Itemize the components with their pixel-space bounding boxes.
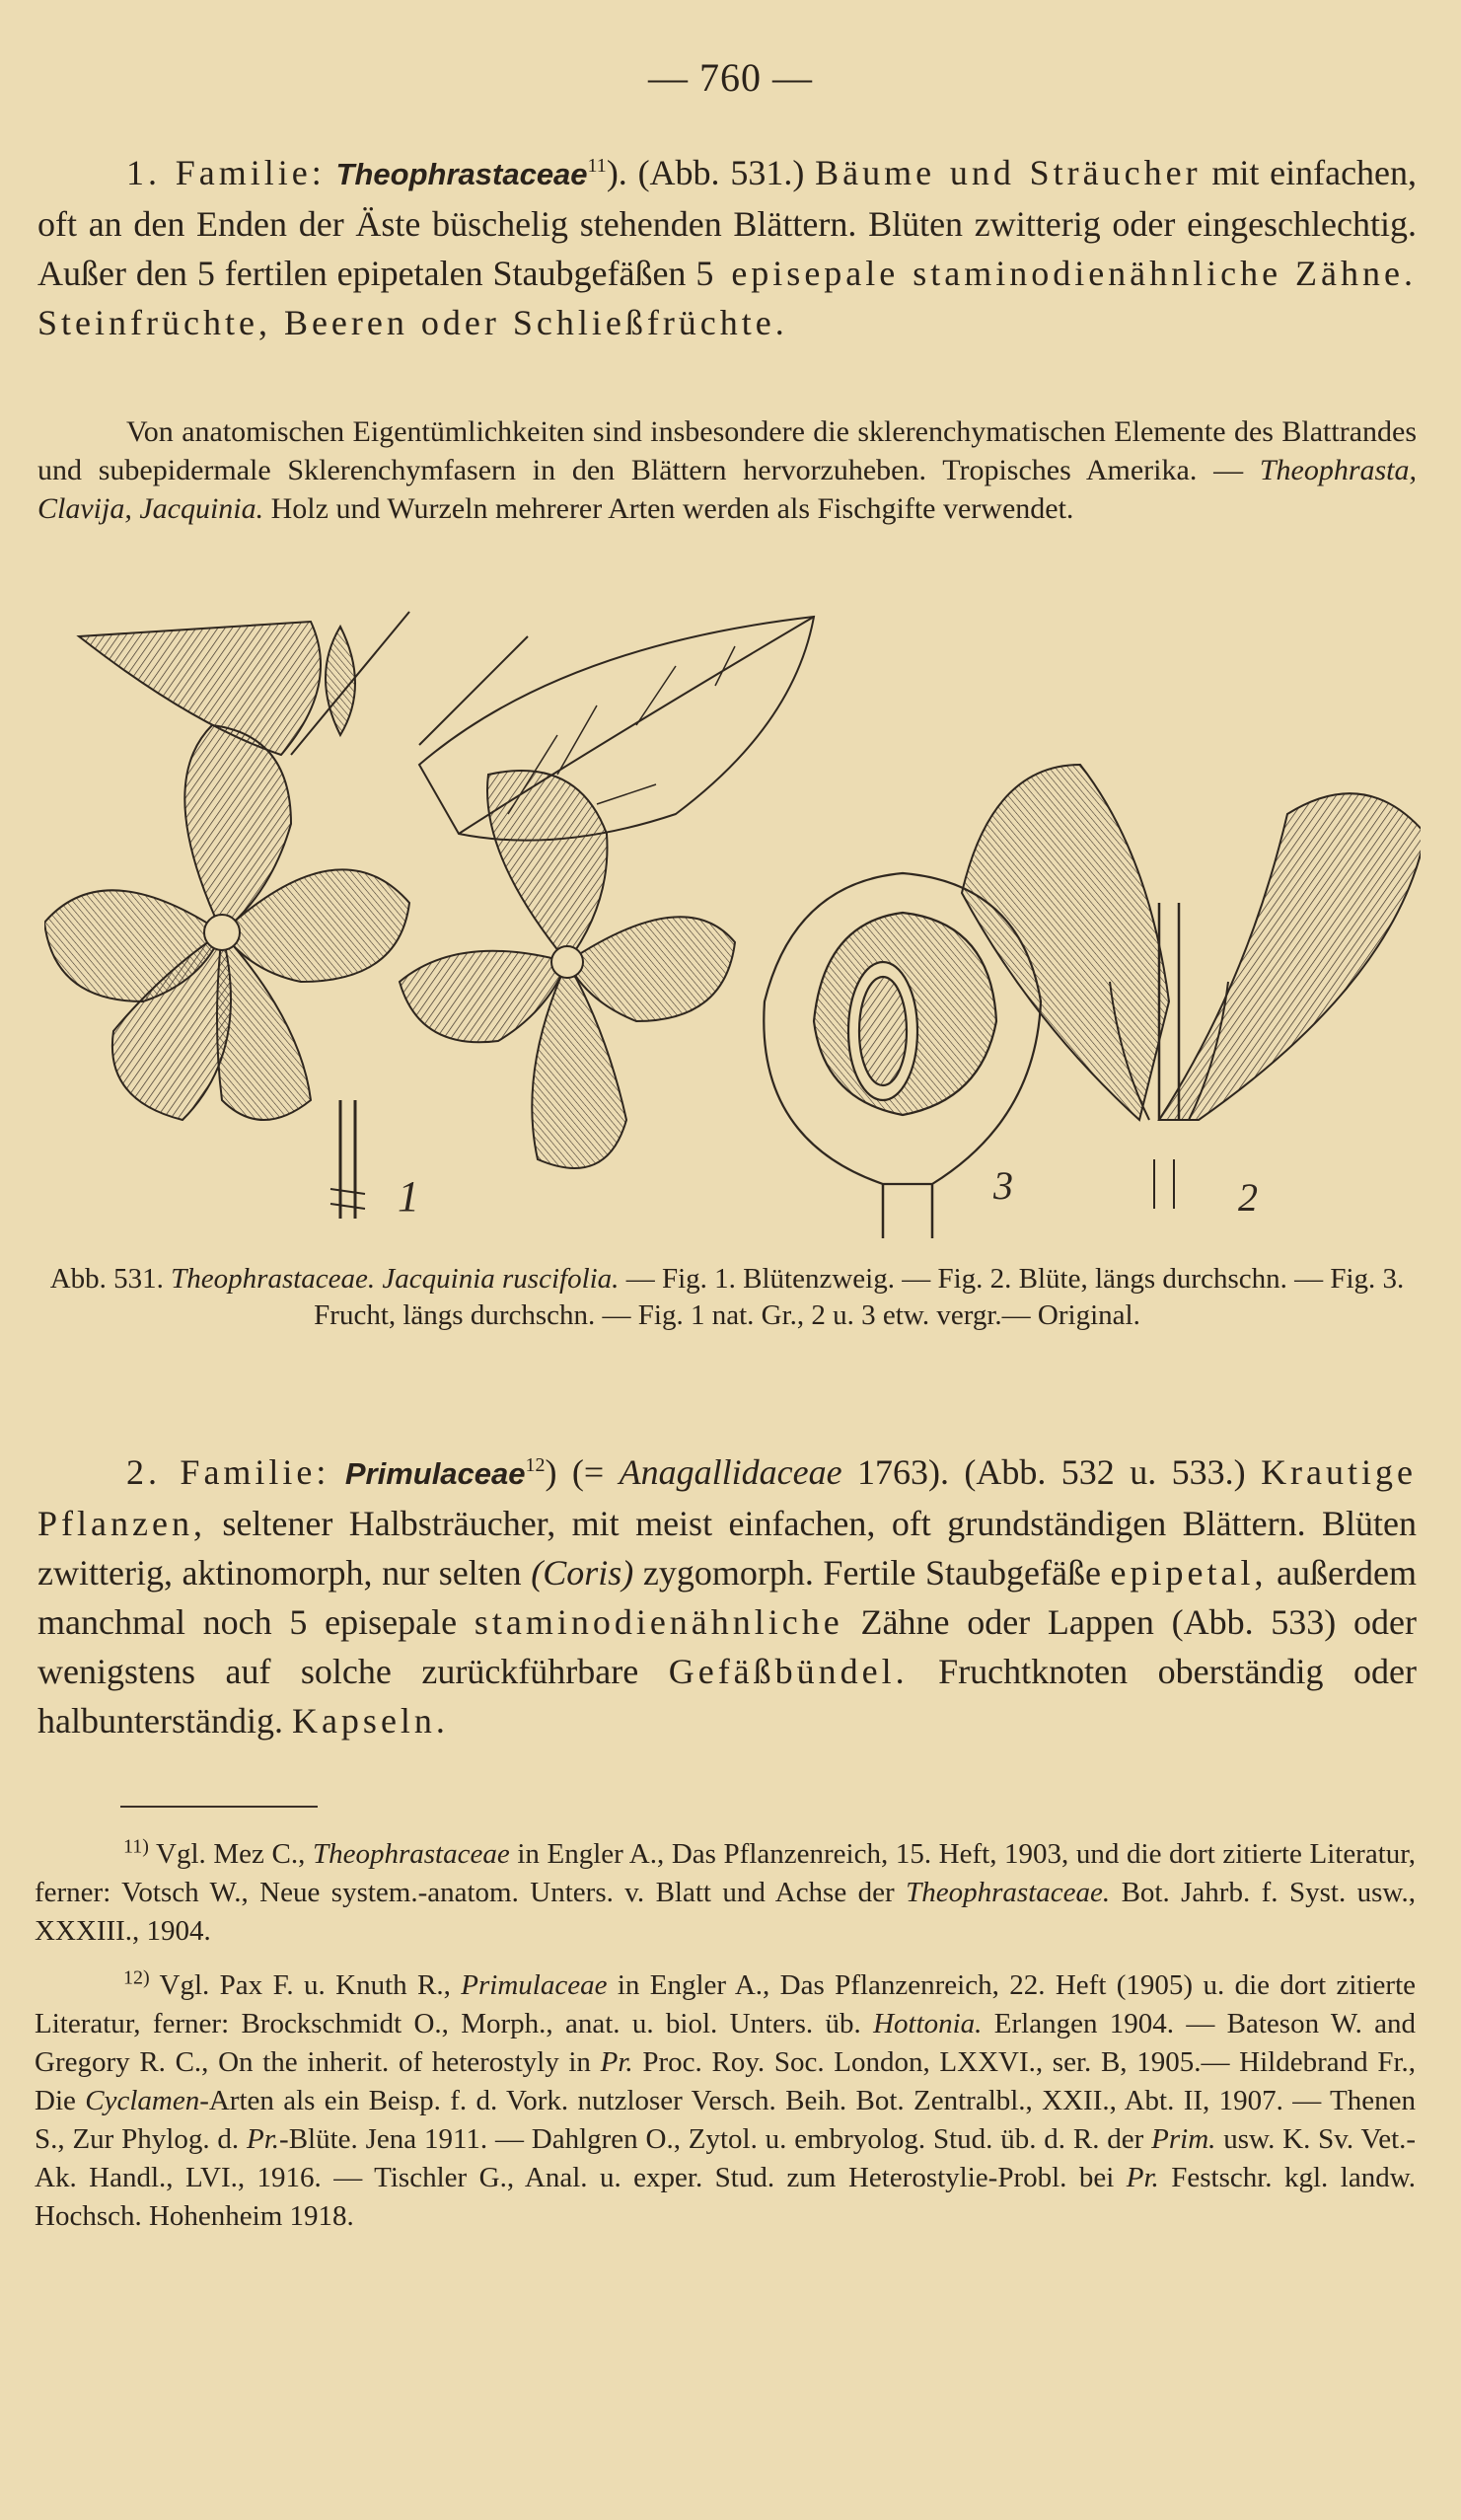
footnote-12-text-f: -Blüte. Jena 1911. — Dahlgren O., Zytol. u. embryolog. Stud. üb. d. R. der (279, 2123, 1144, 2155)
family2-prefix: 2. Familie: (126, 1452, 330, 1492)
family2-text-a: seltener Halbsträucher, mit meist einfachen, oft grundständigen Blättern. Blüten zwitterig, aktinomorph, nur selten (37, 1504, 1418, 1593)
fig1-flowering-branch (44, 612, 814, 1219)
caption-text: — Fig. 1. Blütenzweig. — Fig. 2. Blüte, längs durchschn. — Fig. 3. Frucht, längs durchschn. — Fig. 1 nat. Gr., 2 u. 3 etw. vergr.— Original. (314, 1263, 1405, 1331)
footnote-11-taxon-2: Theophrastaceae. (906, 1877, 1111, 1908)
family1-spaced-a: Bäume und Sträucher (815, 153, 1202, 192)
footnote-11-text-a: Vgl. Mez C., (156, 1838, 306, 1870)
footnote-ref-11[interactable]: 11 (587, 155, 607, 177)
footnote-11-mark: 11) (123, 1835, 149, 1858)
fig1-label: 1 (398, 1172, 419, 1221)
family1-prefix: 1. Familie: (126, 153, 326, 192)
footnote-12-taxon-3: Pr. (600, 2046, 633, 2078)
footnote-12-taxon-5: Pr. (247, 2123, 280, 2155)
family2-spaced-c: staminodienähnliche (474, 1602, 843, 1642)
anatomy-genera: Theophrasta, Clavija, Jacquinia. (37, 454, 1418, 525)
footnote-11-text-b: in Engler A., Das Pflanzenreich, 15. Heft, 1903, und die dort zitierte Literatur, ferner: Votsch W., Neue system.-anatom. Unters. v. Blatt und Achse der (35, 1838, 1417, 1908)
fig1-flower-left (44, 725, 409, 1120)
family2-text-b: zygomorph. Fertile Staubgefäße (642, 1553, 1101, 1593)
anatomy-text-b: Holz und Wurzeln mehrerer Arten werden als Fischgifte verwendet. (270, 492, 1074, 525)
family1-paragraph (37, 148, 1417, 347)
page-number: — 760 — (648, 55, 813, 100)
footnote-12-text-d: Proc. Roy. Soc. London, LXXVI., ser. B, 1905.— Hildebrand Fr., Die (35, 2046, 1416, 2116)
anatomy-paragraph (37, 412, 1417, 528)
family2-coris: (Coris) (531, 1553, 634, 1593)
fig2-flower-section (962, 765, 1421, 1209)
footnote-12-text-c: Erlangen 1904. — Bateson W. and Gregory R. C., On the inherit. of heterostyly in (35, 2008, 1417, 2078)
footnote-12-text-h: Festschr. kgl. landw. Hochsch. Hohenheim 1918. (35, 2162, 1416, 2232)
caption-species: Theophrastaceae. Jacquinia ruscifolia. (171, 1263, 620, 1295)
figure-caption (32, 1261, 1423, 1334)
footnote-12-taxon-4: Cyclamen (85, 2085, 200, 2116)
family2-text-e: Fruchtknoten oberständig oder halbunterständig. (37, 1652, 1418, 1741)
family2-syn-name: Anagallidaceae (619, 1452, 842, 1492)
family1-text-b: mit einfachen, oft an den Enden der Äste büschelig stehenden Blättern. Blüten zwitterig oder eingeschlechtig. Außer den 5 fertilen epipetalen Staubgefäßen (37, 153, 1418, 293)
family1-name: Theophrastaceae (335, 157, 588, 191)
footnote-12 (35, 1966, 1416, 2236)
family2-text-c: außerdem manchmal noch 5 episepale (37, 1553, 1418, 1642)
fig1-flower-right (400, 771, 735, 1168)
footnote-12-mark: 12) (123, 1966, 150, 1989)
family2-spaced-a: Krautige Pflanzen, (37, 1452, 1418, 1543)
family2-spaced-d: Gefäßbündel. (668, 1652, 909, 1691)
footnote-12-taxon-7: Pr. (1126, 2162, 1159, 2193)
footnote-11-text-c: Bot. Jahrb. f. Syst. usw., XXXIII., 1904. (35, 1877, 1416, 1947)
family2-syn-a: ) (= (545, 1452, 605, 1492)
botanical-figure (44, 607, 1421, 1248)
footnote-12-text-g: usw. K. Sv. Vet.-Ak. Handl., LVI., 1916. — Tischler G., Anal. u. exper. Stud. zum Heterostylie-Probl. bei (35, 2123, 1417, 2193)
footnote-11 (35, 1835, 1416, 1951)
family1-text-a: ). (Abb. 531.) (606, 153, 805, 192)
anatomy-text-a: Von anatomischen Eigentümlichkeiten sind insbesondere die sklerenchymatischen Elemente des Blattrandes und subepidermale Sklerenchymfasern in den Blättern hervorzuheben. Tropisches Amerika. — (37, 415, 1417, 486)
footnote-separator (120, 1806, 318, 1808)
footnote-11-taxon-1: Theophrastaceae (312, 1838, 510, 1870)
family1-spaced-b: 5 episepale staminodienähnliche Zähne. Steinfrüchte, Beeren oder Schließfrüchte. (37, 254, 1418, 342)
footnote-12-text-b: in Engler A., Das Pflanzenreich, 22. Heft (1905) u. die dort zitierte Literatur, ferner: Brockschmidt O., Morph., anat. u. biol. Unters. üb. (35, 1969, 1417, 2039)
footnote-ref-12[interactable]: 12 (525, 1454, 546, 1476)
footnote-12-taxon-2: Hottonia. (873, 2008, 983, 2039)
family2-spaced-b: epipetal, (1110, 1553, 1268, 1593)
footnote-12-text-e: -Arten als ein Beisp. f. d. Vork. nutzloser Versch. Beih. Bot. Zentralbl., XXII., Abt. II, 1907. — Thenen S., Zur Phylog. d. (35, 2085, 1416, 2155)
footnote-12-text-a: Vgl. Pax F. u. Knuth R., (159, 1969, 451, 2001)
family2-paragraph (37, 1447, 1417, 1745)
family2-spaced-e: Kapseln. (291, 1701, 449, 1741)
family2-text-d: Zähne oder Lappen (Abb. 533) oder wenigstens auf solche zurückführbare (37, 1602, 1418, 1691)
footnote-12-taxon-1: Primulaceae (461, 1969, 608, 2001)
caption-prefix: Abb. 531. (49, 1263, 164, 1295)
fig2-label: 2 (1238, 1175, 1258, 1220)
family2-syn-b: 1763). (Abb. 532 u. 533.) (857, 1452, 1246, 1492)
family2-name: Primulaceae (344, 1456, 526, 1491)
footnote-12-taxon-6: Prim. (1151, 2123, 1216, 2155)
fig3-label: 3 (993, 1163, 1013, 1208)
